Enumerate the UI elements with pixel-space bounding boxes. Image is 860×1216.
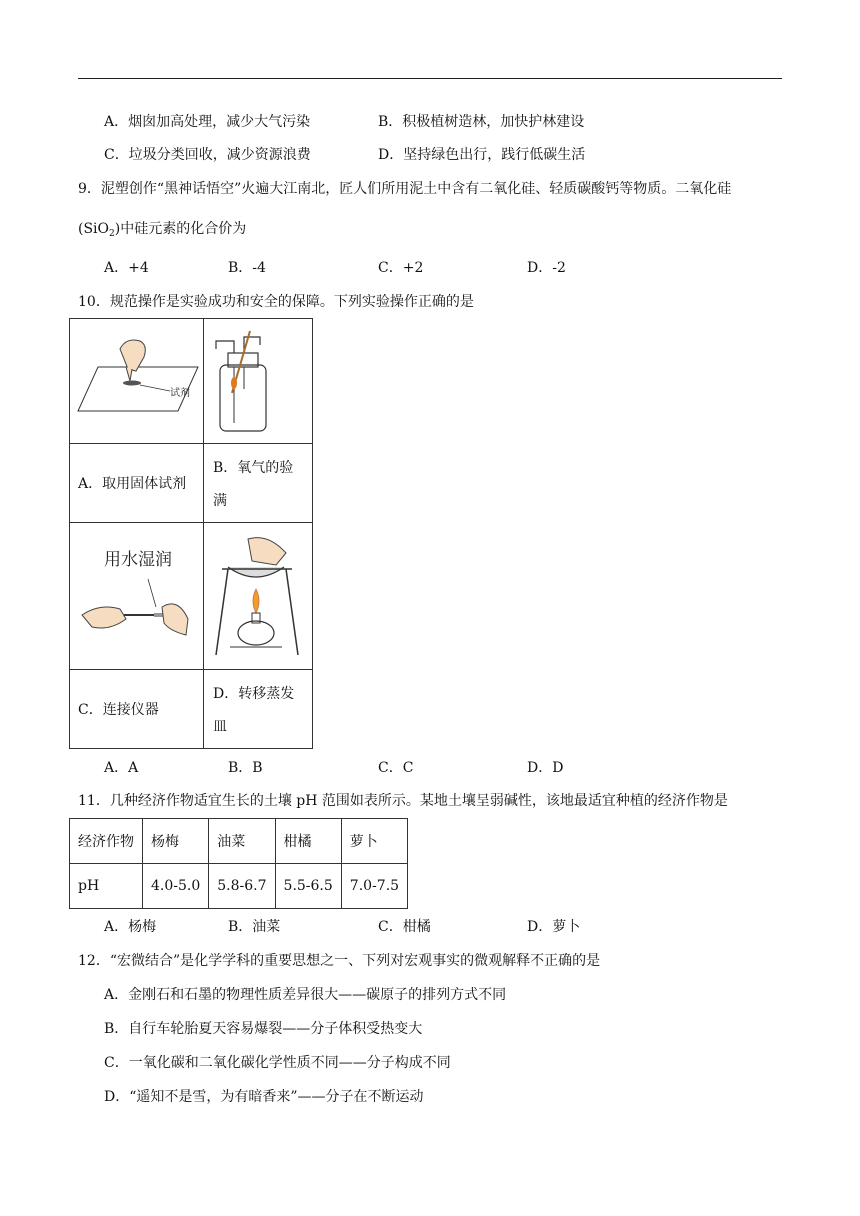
q11-stem: 11．几种经济作物适宜生长的土壤 pH 范围如表所示。某地土壤呈弱碱性，该地最适宜种植的经济作物是 bbox=[78, 793, 728, 809]
q10-caption-c-cell bbox=[70, 670, 204, 749]
q10-image-d-cell bbox=[204, 523, 313, 670]
q10-figure-table bbox=[69, 318, 313, 749]
q9-stem-line2 bbox=[78, 220, 246, 243]
q8-option-a[interactable]: A．烟囱加高处理，减少大气污染 bbox=[104, 114, 311, 130]
q10-option-b[interactable]: B．B bbox=[228, 760, 263, 776]
q10-image-b-cell bbox=[204, 319, 313, 444]
q10-caption-a: A．取用固体试剂 bbox=[78, 476, 187, 492]
ph-table bbox=[69, 818, 408, 909]
wet-with-water-label: 用水湿润 bbox=[104, 550, 172, 570]
gas-bottle-illustration bbox=[204, 319, 312, 443]
q11-option-d[interactable]: D．萝卜 bbox=[527, 919, 581, 935]
q9-option-d[interactable]: D．-2 bbox=[527, 260, 566, 276]
q10-caption-b-cell bbox=[204, 444, 313, 523]
q10-caption-a-cell bbox=[70, 444, 204, 523]
ph-table-header-cell: 柑橘 bbox=[275, 819, 341, 864]
ph-table-cell: 5.8-6.7 bbox=[209, 864, 275, 909]
q10-option-d[interactable]: D．D bbox=[527, 760, 564, 776]
q9-formula-open: (SiO bbox=[78, 221, 110, 237]
q11-option-b[interactable]: B．油菜 bbox=[228, 919, 281, 935]
q10-option-c[interactable]: C．C bbox=[378, 760, 414, 776]
evaporating-dish-illustration bbox=[204, 523, 312, 669]
q11-option-c[interactable]: C．柑橘 bbox=[378, 919, 431, 935]
q9-stem-line1: 9．泥塑创作“黑神话悟空”火遍大江南北，匠人们所用泥土中含有二氧化硅、轻质碳酸钙等物质。二氧化硅 bbox=[78, 181, 732, 197]
q10-caption-d-cell bbox=[204, 670, 313, 749]
q11-option-a[interactable]: A．杨梅 bbox=[104, 919, 157, 935]
q8-option-c[interactable]: C．垃圾分类回收，减少资源浪费 bbox=[104, 147, 311, 163]
q10-caption-b-line1: B．氧气的验 bbox=[213, 460, 294, 476]
q9-option-b[interactable]: B．-4 bbox=[228, 260, 266, 276]
q10-caption-c: C．连接仪器 bbox=[78, 702, 159, 718]
q9-option-c[interactable]: C．+2 bbox=[378, 260, 424, 276]
q9-formula-sub: 2 bbox=[109, 229, 115, 239]
connect-apparatus-illustration bbox=[70, 523, 203, 669]
q10-stem: 10．规范操作是实验成功和安全的保障。下列实验操作正确的是 bbox=[78, 294, 474, 310]
q10-caption-d-line2: 皿 bbox=[213, 719, 227, 735]
q8-option-d[interactable]: D．坚持绿色出行，践行低碳生活 bbox=[378, 147, 586, 163]
q12-option-a[interactable]: A．金刚石和石墨的物理性质差异很大——碳原子的排列方式不同 bbox=[104, 987, 507, 1003]
ph-table-header-cell: 油菜 bbox=[209, 819, 275, 864]
reagent-label: 试剂 bbox=[170, 388, 190, 399]
q12-stem: 12．“宏微结合”是化学学科的重要思想之一、下列对宏观事实的微观解释不正确的是 bbox=[78, 953, 601, 969]
solid-reagent-hand-illustration bbox=[70, 319, 203, 443]
header-rule bbox=[78, 78, 782, 79]
ph-table-header-cell: 杨梅 bbox=[143, 819, 209, 864]
ph-table-header-row bbox=[70, 819, 408, 864]
ph-table-cell: 5.5-6.5 bbox=[275, 864, 341, 909]
ph-table-cell: pH bbox=[70, 864, 143, 909]
q10-image-a-cell bbox=[70, 319, 204, 444]
ph-table-value-row bbox=[70, 864, 408, 909]
ph-table-cell: 4.0-5.0 bbox=[143, 864, 209, 909]
q8-option-b[interactable]: B．积极植树造林，加快护林建设 bbox=[378, 114, 585, 130]
q12-option-c[interactable]: C．一氧化碳和二氧化碳化学性质不同——分子构成不同 bbox=[104, 1055, 451, 1071]
q12-option-d[interactable]: D．“遥知不是雪，为有暗香来”——分子在不断运动 bbox=[104, 1089, 424, 1105]
q9-option-a[interactable]: A．+4 bbox=[104, 260, 149, 276]
ph-table-cell: 7.0-7.5 bbox=[341, 864, 407, 909]
q10-option-a[interactable]: A．A bbox=[104, 760, 139, 776]
ph-table-header-cell: 萝卜 bbox=[341, 819, 407, 864]
ph-table-header-cell: 经济作物 bbox=[70, 819, 143, 864]
q10-image-c-cell bbox=[70, 523, 204, 670]
q10-caption-d-line1: D．转移蒸发 bbox=[213, 686, 295, 702]
q9-stem-rest: )中硅元素的化合价为 bbox=[114, 221, 247, 237]
q12-option-b[interactable]: B．自行车轮胎夏天容易爆裂——分子体积受热变大 bbox=[104, 1021, 423, 1037]
q10-caption-b-line2: 满 bbox=[213, 493, 227, 509]
